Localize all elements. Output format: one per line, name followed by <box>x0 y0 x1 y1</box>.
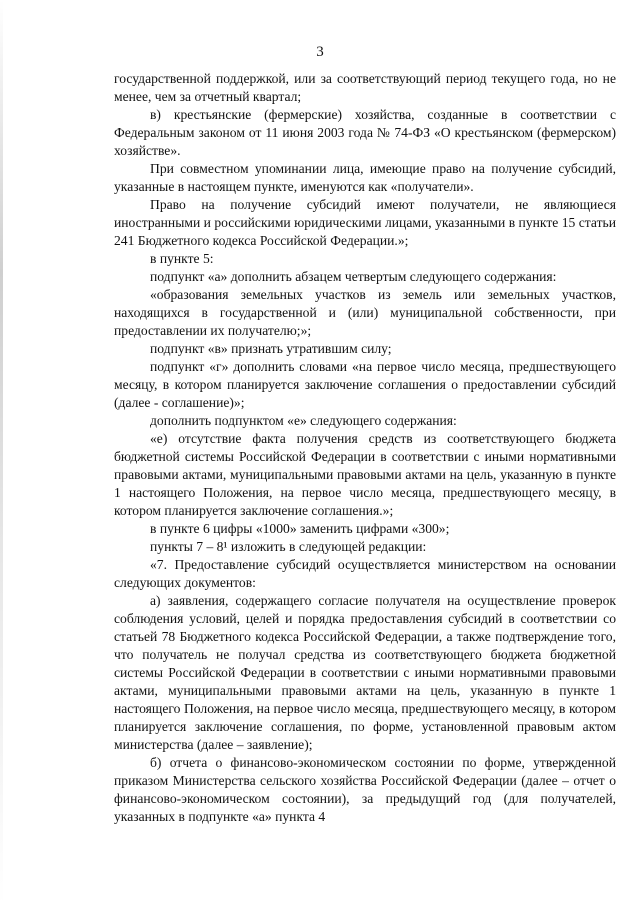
paragraph: а) заявления, содержащего согласие получателя на осуществление проверок соблюдения условий, целей и порядка предоставления субсидий в соответствии со статьей 78 Бюджетного кодекса Российской Федерации, а также подтверждение того, что получатель не получал средства из соответствующего бюджета бюджетной системы Российской Федерации в соответствии с иными нормативными правовыми актами, муниципальными правовыми актами на цель, указанную в пункте 1 настоящего Положения, на первое число месяца, предшествующего месяцу, в котором планируется заключение соглашения, по форме, установленной правовым актом министерства (далее – заявление); <box>114 593 616 752</box>
page-number: 3 <box>316 44 324 60</box>
paragraph: подпункт «в» признать утратившим силу; <box>150 341 392 356</box>
paragraph: подпункт «а» дополнить абзацем четвертым следующего содержания: <box>150 269 557 284</box>
paragraph: «образования земельных участков из земель или земельных участков, находящихся в государственной и (или) муниципальной собственности, при предоставлении их получателю;»; <box>114 287 616 338</box>
paragraph: При совместном упоминании лица, имеющие право на получение субсидий, указанные в настоящем пункте, именуются как «получатели». <box>114 161 616 194</box>
paragraph: пункты 7 – 8¹ изложить в следующей редакции: <box>150 539 427 554</box>
paragraph: «7. Предоставление субсидий осуществляется министерством на основании следующих документов: <box>114 557 616 590</box>
scan-edge-shadow <box>0 0 3 905</box>
document-body <box>114 70 616 826</box>
paragraph: государственной поддержкой, или за соответствующий период текущего года, но не менее, чем за отчетный квартал; <box>114 71 616 104</box>
paragraph: «е) отсутствие факта получения средств из соответствующего бюджета бюджетной системы Российской Федерации в соответствии с иными нормативными правовыми актами, муниципальными правовыми актами на цель, указанную в пункте 1 настоящего Положения, на первое число месяца, предшествующего месяцу, в котором планируется заключение соглашения.»; <box>114 431 616 518</box>
paragraph: дополнить подпунктом «е» следующего содержания: <box>150 413 457 428</box>
paragraph: подпункт «г» дополнить словами «на первое число месяца, предшествующего месяцу, в котором планируется заключение соглашения о предоставлении субсидий (далее - соглашение)»; <box>114 359 616 410</box>
paragraph: в пункте 5: <box>150 251 214 266</box>
paragraph: в пункте 6 цифры «1000» заменить цифрами «300»; <box>150 521 450 536</box>
paragraph: в) крестьянские (фермерские) хозяйства, созданные в соответствии с Федеральным законом от 11 июня 2003 года № 74-ФЗ «О крестьянском (фермерском) хозяйстве». <box>114 107 616 158</box>
paragraph: б) отчета о финансово-экономическом состоянии по форме, утвержденной приказом Министерства сельского хозяйства Российской Федерации (далее – отчет о финансово-экономическом состоянии), за предыдущий год (для получателей, указанных в подпункте «а» пункта 4 <box>114 755 616 824</box>
paragraph: Право на получение субсидий имеют получатели, не являющиеся иностранными и российскими юридическими лицами, указанными в пункте 15 статьи 241 Бюджетного кодекса Российской Федерации.»; <box>114 197 616 248</box>
